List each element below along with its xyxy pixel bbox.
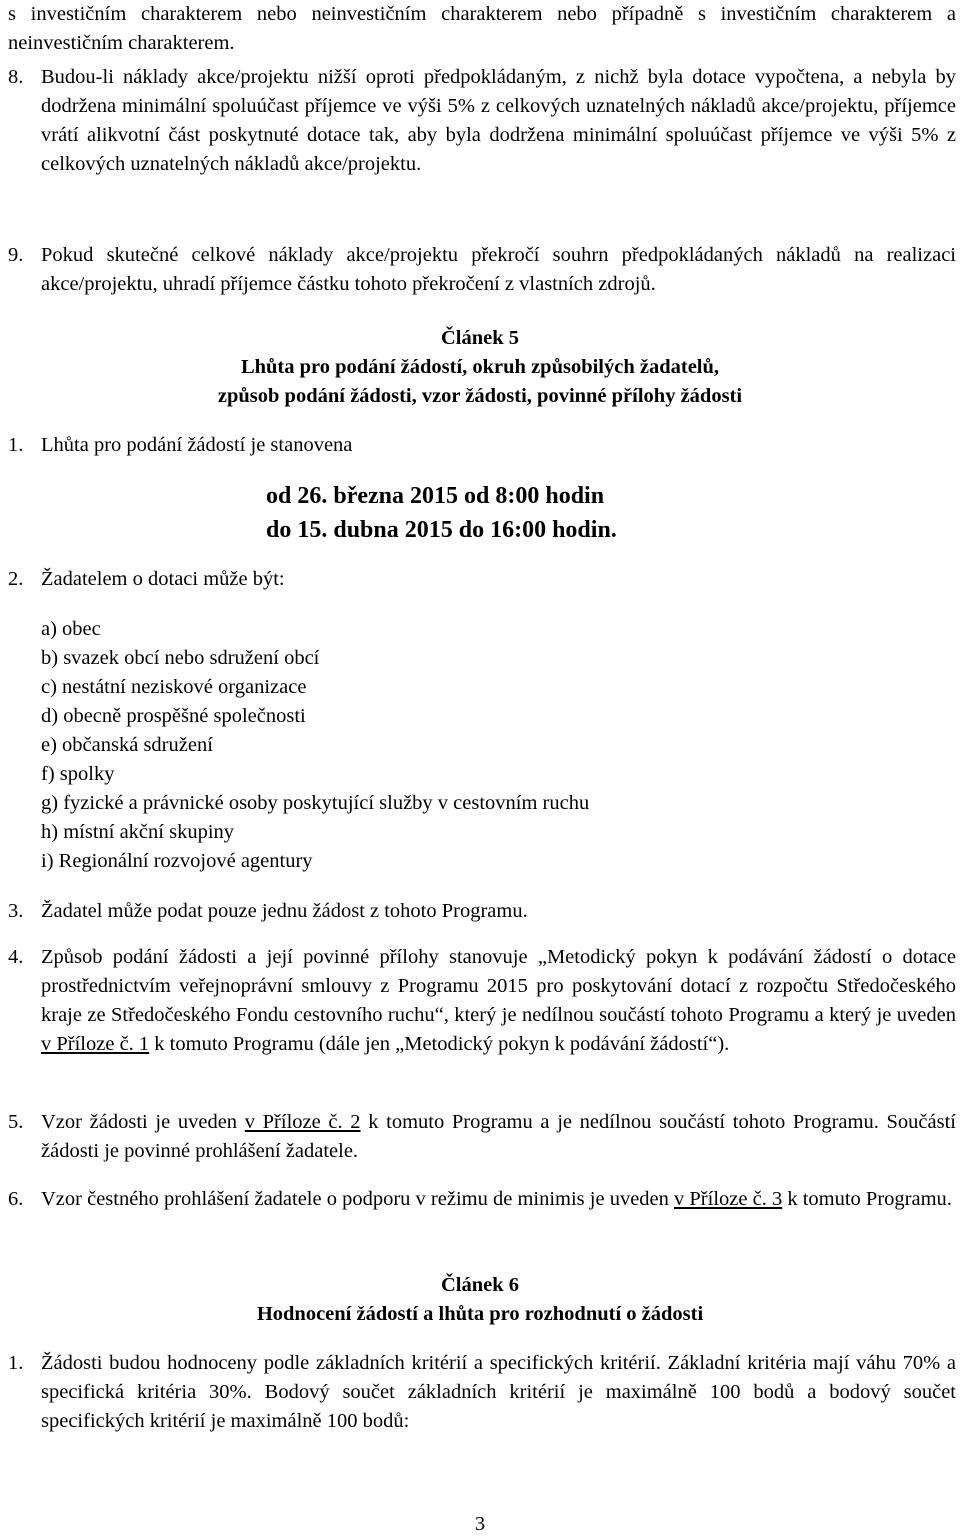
article-5-item-4 <box>8 943 956 1059</box>
item-number: 1. <box>8 1352 24 1374</box>
item-number: 2. <box>8 568 24 590</box>
item-text <box>41 1185 956 1214</box>
item-text: Žadatel může podat pouze jednu žádost z tohoto Programu. <box>41 900 528 922</box>
list-item: f) spolky <box>41 763 115 785</box>
list-item: c) nestátní neziskové organizace <box>41 676 307 698</box>
article-5-item-1 <box>8 431 956 460</box>
item-number: 4. <box>8 946 24 968</box>
article-5-item-6 <box>8 1185 956 1214</box>
article-5-title-line-1: Lhůta pro podání žádostí, okruh způsobilých žadatelů, <box>240 356 720 378</box>
item-text: Lhůta pro podání žádostí je stanovena <box>41 434 353 456</box>
list-item: g) fyzické a právnické osoby poskytující služby v cestovním ruchu <box>41 792 590 814</box>
applicant-list <box>41 615 589 876</box>
item-text-part: Vzor žádosti je uveden <box>41 1111 245 1133</box>
list-item-8 <box>8 63 956 179</box>
page-number: 3 <box>474 1513 486 1535</box>
article-6-title: Hodnocení žádostí a lhůta pro rozhodnutí o žádosti <box>256 1303 704 1325</box>
item-text: Budou-li náklady akce/projektu nižší oproti předpokládaným, z nichž byla dotace vypočtena, a nebyla by dodržena minimální spoluúčast příjemce ve výši 5% z celkových uznatelných nákladů akce/projektu, příjemce vrátí alikvotní část poskytnuté dotace tak, aby byla dodržena minimální spoluúčast příjemce ve výši 5% z celkových uznatelných nákladů akce/projektu. <box>41 66 956 175</box>
deadline-from: od 26. března 2015 od 8:00 hodin <box>266 483 605 509</box>
item-text: Pokud skutečné celkové náklady akce/projektu překročí souhrn předpokládaných nákladů na realizaci akce/projektu, uhradí příjemce částku tohoto překročení z vlastních zdrojů. <box>41 244 956 295</box>
article-5-item-2 <box>8 565 956 594</box>
item-text-part: Vzor čestného prohlášení žadatele o podporu v režimu de minimis je uveden <box>41 1188 675 1210</box>
deadline-to: do 15. dubna 2015 do 16:00 hodin. <box>266 517 617 543</box>
item-text-part: Způsob podání žádosti a její povinné přílohy stanovuje „Metodický pokyn k podávání žádostí o dotace prostřednictvím veřejnoprávní smlouvy z Programu 2015 pro poskytování dotací z rozpočtu Středočeského kraje ze Středočeského Fondu cestovního ruchu“, který je nedílnou součástí tohoto Programu a který je uveden <box>41 946 956 1026</box>
item-number: 5. <box>8 1111 24 1133</box>
item-number: 9. <box>8 244 24 266</box>
item-text-part: k tomuto Programu. <box>782 1188 952 1210</box>
article-5-item-3 <box>8 897 956 926</box>
list-item: h) místní akční skupiny <box>41 821 235 843</box>
item-number: 8. <box>8 66 24 88</box>
item-number: 6. <box>8 1188 24 1210</box>
list-item: d) obecně prospěšné společnosti <box>41 705 306 727</box>
item-text <box>41 1108 956 1166</box>
item-number: 3. <box>8 900 24 922</box>
list-item: i) Regionální rozvojové agentury <box>41 850 313 872</box>
article-5-heading: Článek 5 <box>440 327 520 349</box>
annex-2-reference: v Příloze č. 2 <box>244 1111 361 1133</box>
item-text <box>41 943 956 1059</box>
article-6-heading: Článek 6 <box>440 1274 520 1296</box>
list-item: b) svazek obcí nebo sdružení obcí <box>41 647 320 669</box>
intro-paragraph: s investičním charakterem nebo neinvestičním charakterem nebo případně s investičním charakterem a neinvestičním charakterem. <box>8 3 956 54</box>
item-text-part: k tomuto Programu (dále jen „Metodický pokyn k podávání žádostí“). <box>149 1033 730 1055</box>
item-number: 1. <box>8 434 24 456</box>
article-5-item-5 <box>8 1108 956 1166</box>
item-text: Žadatelem o dotaci může být: <box>41 568 285 590</box>
article-5-title-line-2: způsob podání žádosti, vzor žádosti, povinné přílohy žádosti <box>217 385 743 407</box>
annex-1-reference: v Příloze č. 1 <box>41 1033 150 1055</box>
article-6-item-1 <box>8 1349 956 1436</box>
item-text-part: k tomuto Programu a je nedílnou součástí tohoto Programu. Součástí žádosti je povinné prohlášení žadatele. <box>41 1111 956 1162</box>
annex-3-reference: v Příloze č. 3 <box>674 1188 783 1210</box>
item-text: Žádosti budou hodnoceny podle základních kritérií a specifických kritérií. Základní kritéria mají váhu 70% a specifická kritéria 30%. Bodový součet základních kritérií je maximálně 100 bodů a bodový součet specifických kritérií je maximálně 100 bodů: <box>41 1352 956 1432</box>
list-item-9 <box>8 241 956 299</box>
list-item: e) občanská sdružení <box>41 734 213 756</box>
list-item: a) obec <box>41 618 101 640</box>
